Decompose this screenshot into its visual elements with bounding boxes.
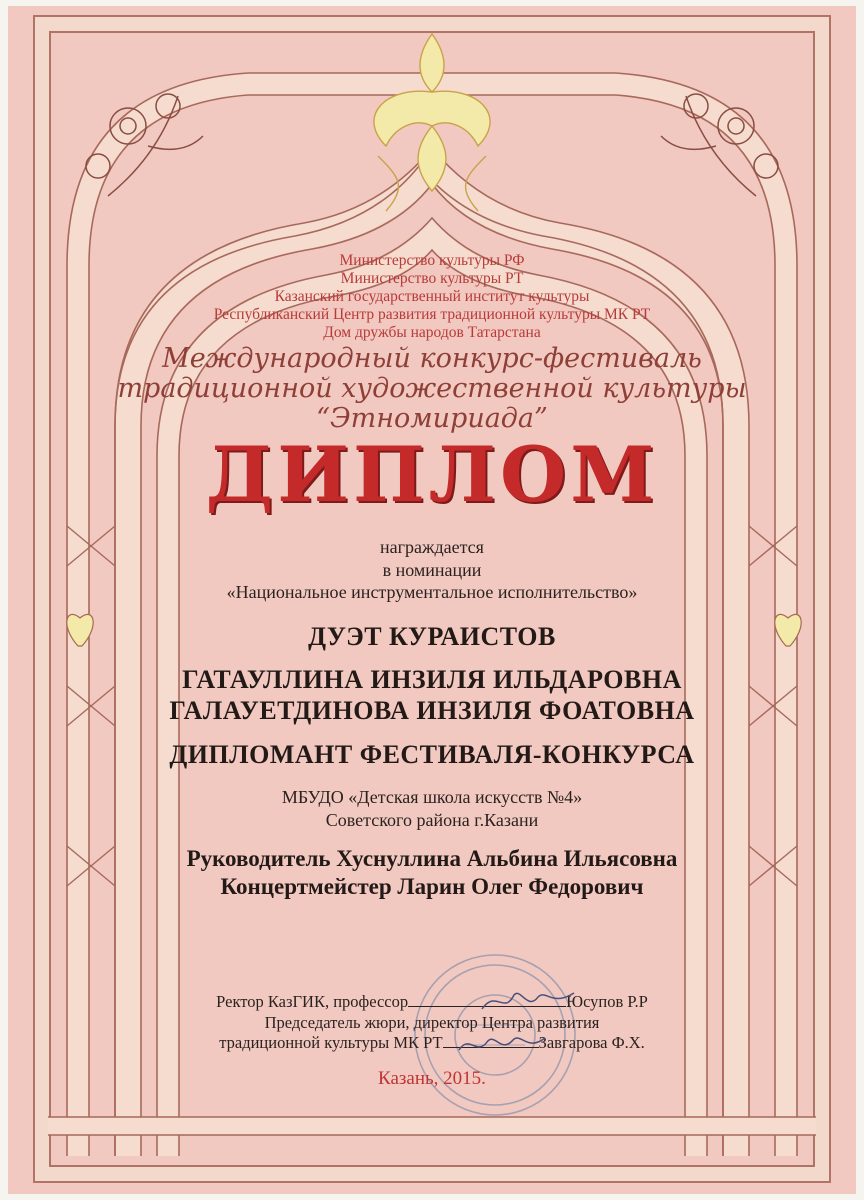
- school-line: Советского района г.Казани: [325, 810, 539, 830]
- organizer-line: Казанский государственный институт культуры: [274, 288, 590, 305]
- chair-signature-line: [0, 1033, 864, 1053]
- diploma-heading: ДИПЛОМ: [205, 430, 659, 519]
- place-year: Казань, 2015.: [378, 1068, 486, 1089]
- participant-name: ГАЛАУЕТДИНОВА ИНЗИЛЯ ФОАТОВНА: [169, 696, 695, 725]
- nomination-name: «Национальное инструментальное исполнительство»: [226, 582, 638, 602]
- chair-title: Председатель жюри, директор Центра развития: [264, 1013, 600, 1032]
- rector-label: Ректор КазГИК, профессор: [216, 992, 409, 1011]
- ensemble-name: ДУЭТ КУРАИСТОВ: [308, 622, 556, 651]
- rector-name: Юсупов Р.Р: [566, 992, 648, 1011]
- participant-name: ГАТАУЛЛИНА ИНЗИЛЯ ИЛЬДАРОВНА: [182, 665, 682, 694]
- rector-signature-line: [0, 992, 864, 1012]
- staff-line: Руководитель Хуснуллина Альбина Ильясовна: [186, 846, 678, 871]
- organizer-line: Министерство культуры РФ: [339, 252, 525, 269]
- chair-signature: [455, 1028, 550, 1060]
- school-line: МБУДО «Детская школа искусств №4»: [281, 787, 583, 807]
- award-title: ДИПЛОМАНТ ФЕСТИВАЛЯ-КОНКУРСА: [169, 740, 695, 769]
- rector-signature: [478, 985, 578, 1015]
- festival-title-line: Международный конкурс-фестиваль: [162, 343, 702, 374]
- chair-name: Завгарова Ф.Х.: [538, 1033, 645, 1052]
- chair-label: традиционной культуры МК РТ: [219, 1033, 443, 1052]
- organizer-line: Дом дружбы народов Татарстана: [323, 324, 541, 341]
- festival-title-line: “Этномириада”: [316, 403, 548, 434]
- organizer-line: Республиканский Центр развития традиционной культуры МК РТ: [213, 306, 651, 323]
- organizer-line: Министерство культуры РТ: [340, 270, 524, 287]
- awarded-text: награждается: [380, 537, 484, 557]
- festival-title-line: традиционной художественной культуры: [117, 373, 747, 404]
- nomination-label: в номинации: [382, 560, 482, 580]
- staff-line: Концертмейстер Ларин Олег Федорович: [220, 874, 644, 899]
